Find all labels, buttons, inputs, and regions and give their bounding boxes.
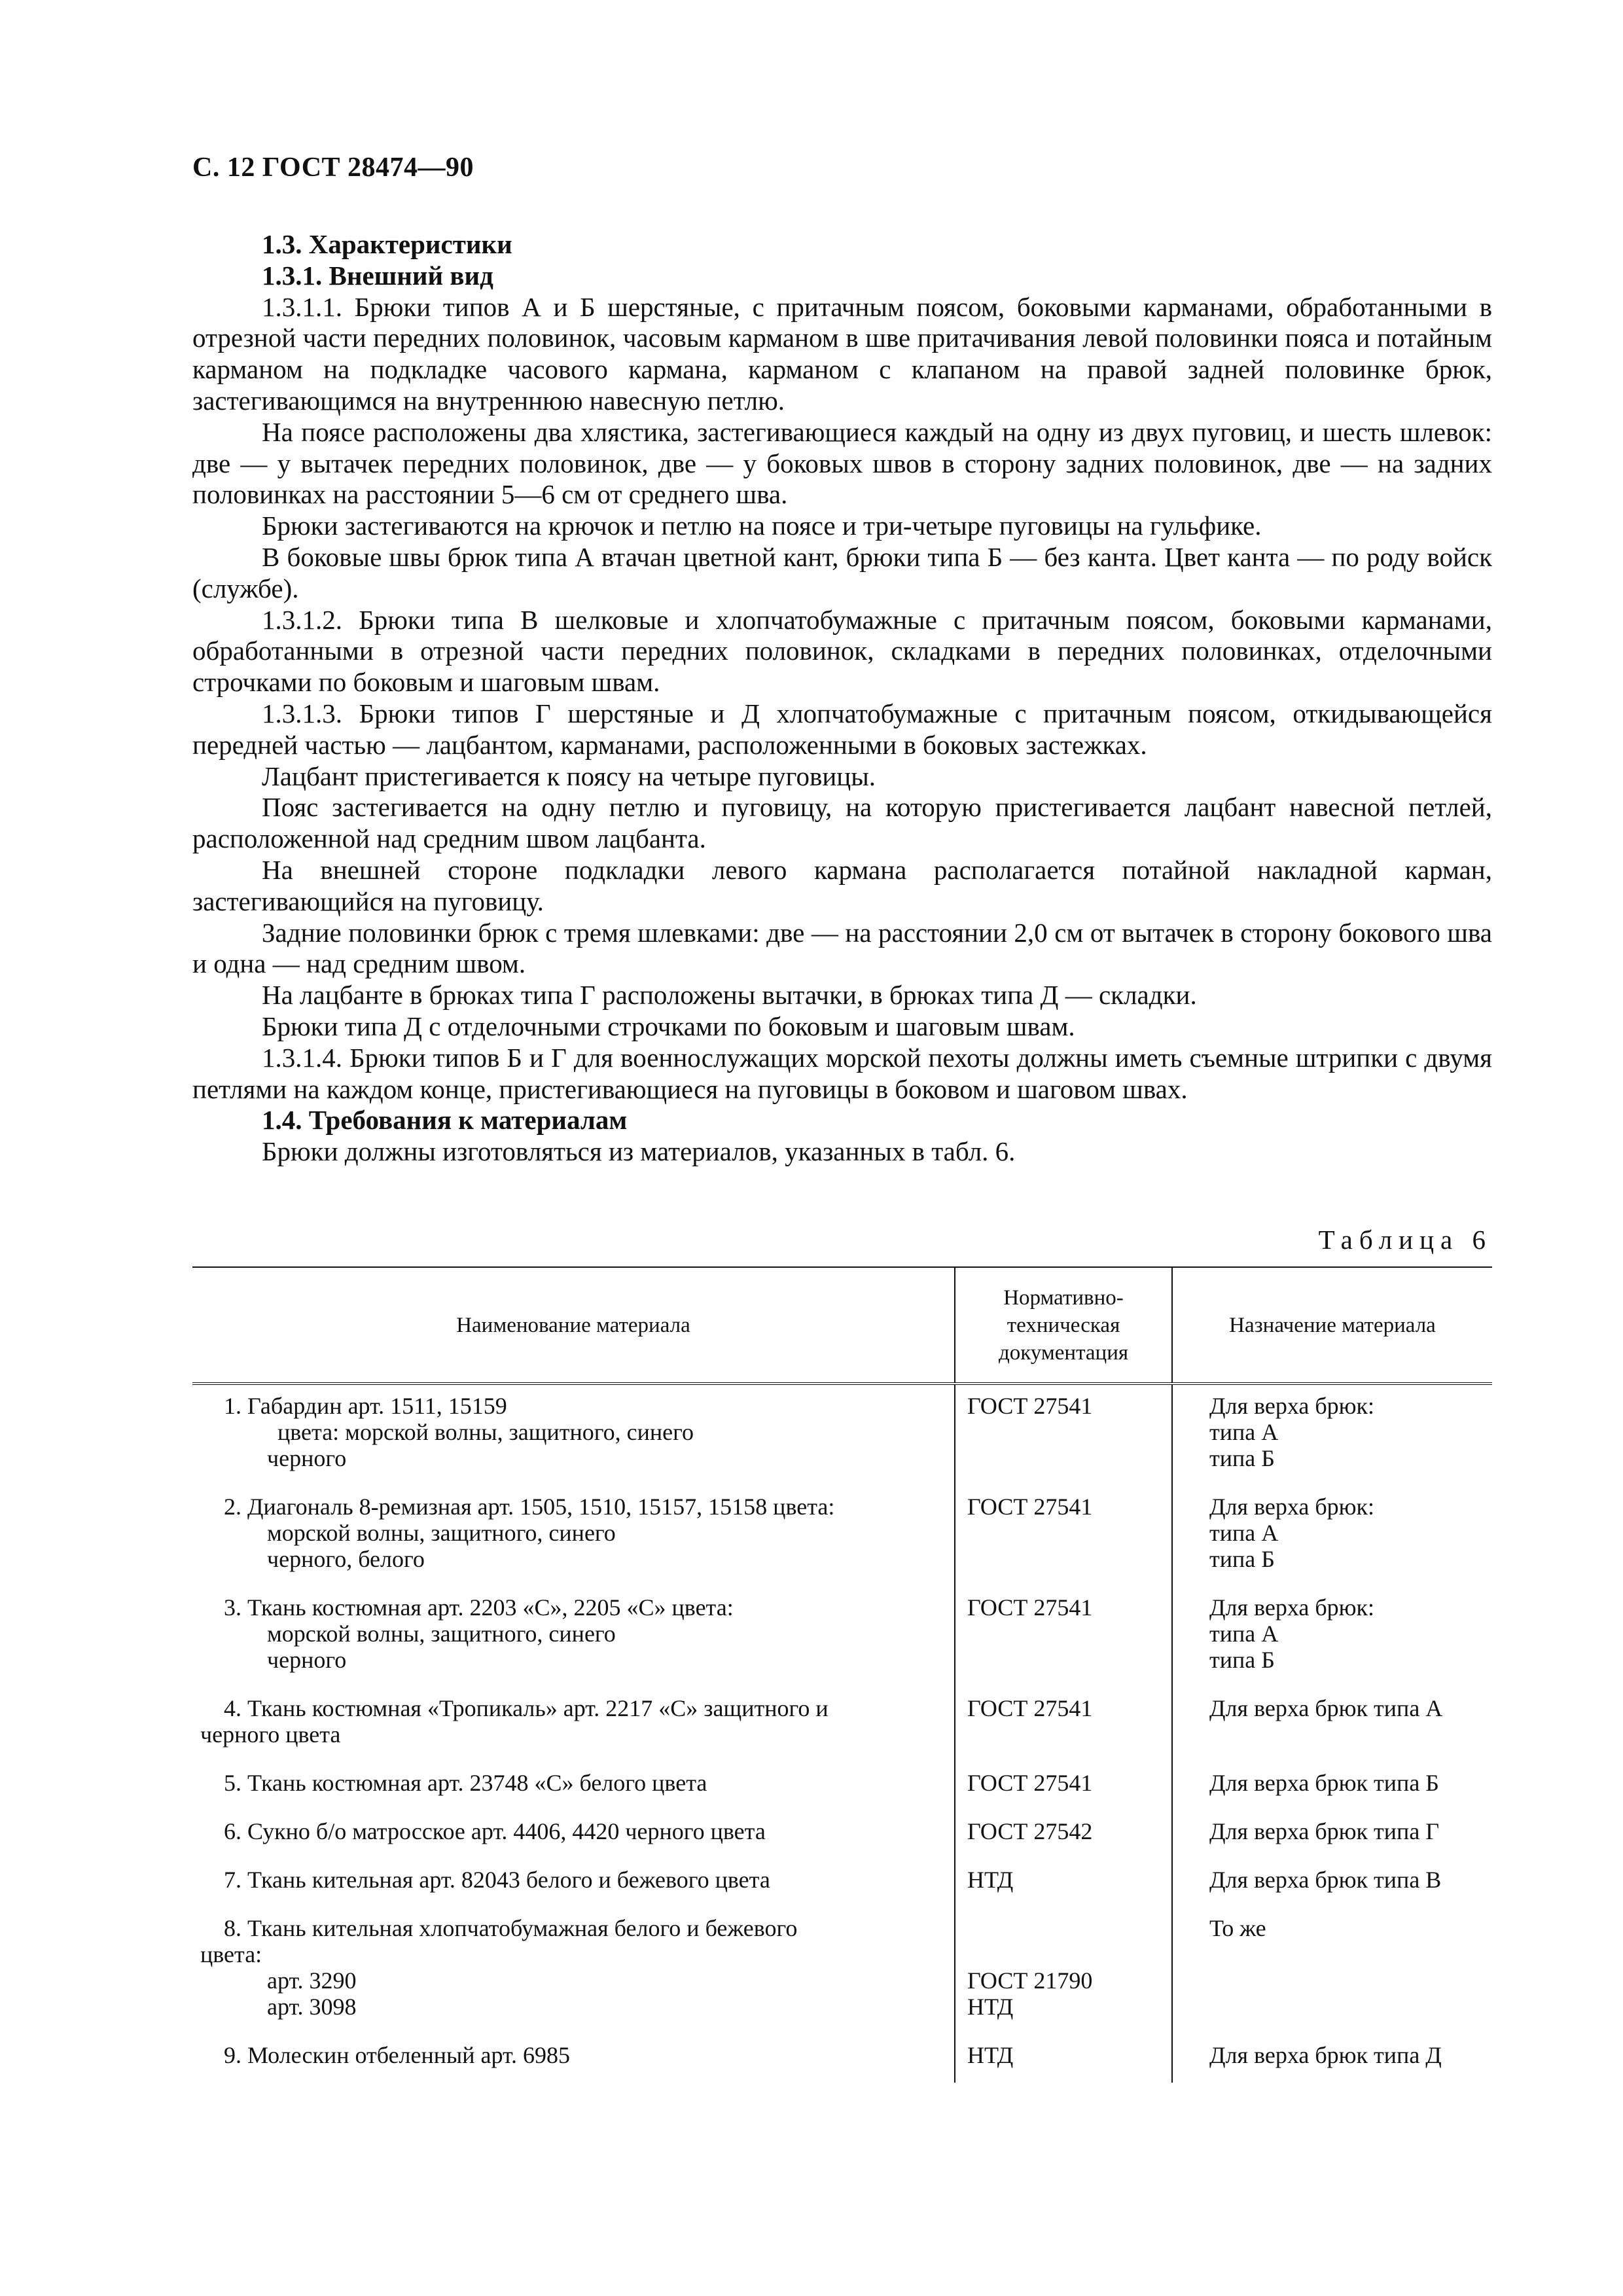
cell-docs: [955, 1907, 1172, 2034]
material-line: черного: [267, 1647, 347, 1673]
table-body: [192, 1384, 1492, 2083]
material-line: 9. Молескин отбеленный арт. 6985: [224, 2042, 571, 2068]
paragraph: Брюки застегиваются на крючок и петлю на поясе и три-четыре пуговицы на гульфике.: [262, 511, 1262, 541]
paragraph: На поясе расположены два хлястика, застегивающиеся каждый на одну из двух пуговиц, и шесть шлевок: две — у вытачек передних половинок, две — у боковых швов в сторону задних половинок, две — на задних половинках на расстоянии 5—6 см от среднего шва.: [192, 416, 1492, 510]
paragraph: Задние половинки брюк с тремя шлевками: две — на расстоянии 2,0 см от вытачек в сторону бокового шва и одна — над средним швом.: [192, 917, 1492, 979]
table-header-row: [192, 1267, 1492, 1384]
cell-docs: [955, 1687, 1172, 1762]
table-row: [192, 1687, 1492, 1762]
docs-line: [967, 1915, 1164, 1941]
cell-material: [192, 1384, 955, 1486]
table-caption: Таблица 6: [1318, 1225, 1492, 1255]
materials-table: [192, 1266, 1492, 2083]
material-line: 3. Ткань костюмная арт. 2203 «С», 2205 «С» цвета:: [224, 1594, 734, 1621]
page-header: С. 12 ГОСТ 28474—90: [192, 152, 474, 183]
purpose-line: Для верха брюк типа В: [1209, 1867, 1442, 1893]
docs-line: ГОСТ 21790: [967, 1967, 1093, 1994]
cell-material: [192, 2034, 955, 2083]
cell-purpose: [1172, 2034, 1492, 2083]
cell-purpose: [1172, 1486, 1492, 1587]
material-line: арт. 3290: [267, 1967, 357, 1994]
section-heading: 1.4. Требования к материалам: [262, 1105, 628, 1136]
purpose-line: типа Б: [1209, 1445, 1275, 1471]
cell-material: [192, 1810, 955, 1859]
cell-purpose: [1172, 1762, 1492, 1810]
table-row: [192, 2034, 1492, 2083]
material-line: 2. Диагональ 8-ремизная арт. 1505, 1510, 15157, 15158 цвета:: [224, 1494, 835, 1520]
docs-line: ГОСТ 27541: [967, 1494, 1093, 1520]
purpose-line: Для верха брюк типа Б: [1209, 1770, 1439, 1796]
cell-material: [192, 1587, 955, 1687]
material-line: морской волны, защитного, синего: [267, 1621, 616, 1647]
table-row: [192, 1907, 1492, 2034]
purpose-line: Для верха брюк:: [1209, 1494, 1375, 1520]
table-row: [192, 1810, 1492, 1859]
paragraph: 1.3.1.1. Брюки типов А и Б шерстяные, с притачным поясом, боковыми карманами, обработанными в отрезной части передних половинок, часовым карманом в шве притачивания левой половинки пояса и потайным карманом на подкладке часового кармана, карманом с клапаном на правой задней половинке брюк, застегивающимся на внутреннюю навесную петлю.: [192, 291, 1492, 416]
paragraph: Пояс застегивается на одну петлю и пуговицу, на которую пристегивается лацбант навесной петлей, расположенной над средним швом лацбанта.: [192, 792, 1492, 854]
material-line: 6. Сукно б/о матросское арт. 4406, 4420 черного цвета: [224, 1818, 766, 1844]
material-line: черного цвета: [200, 1721, 341, 1748]
docs-line: ГОСТ 27542: [967, 1818, 1093, 1844]
purpose-line: типа А: [1209, 1520, 1279, 1546]
material-line: 8. Ткань кительная хлопчатобумажная белого и бежевого: [224, 1915, 798, 1941]
paragraph: Брюки типа Д с отделочными строчками по боковым и шаговым швам.: [262, 1011, 1075, 1041]
cell-purpose: [1172, 1384, 1492, 1486]
purpose-line: типа Б: [1209, 1647, 1275, 1673]
subsection-heading: 1.3.1. Внешний вид: [262, 260, 493, 291]
paragraph: На внешней стороне подкладки левого кармана располагается потайной накладной карман, застегивающийся на пуговицу.: [192, 854, 1492, 916]
docs-line: [967, 1941, 1164, 1967]
section-heading: 1.3. Характеристики: [262, 229, 512, 259]
docs-line: НТД: [967, 1994, 1014, 2020]
docs-line: НТД: [967, 1867, 1014, 1893]
cell-docs: [955, 1384, 1172, 1486]
cell-purpose: [1172, 1907, 1492, 2034]
paragraph: Брюки должны изготовляться из материалов, указанных в табл. 6.: [262, 1136, 1016, 1167]
cell-docs: [955, 1859, 1172, 1907]
table-row: [192, 1384, 1492, 1486]
docs-line: ГОСТ 27541: [967, 1594, 1093, 1621]
cell-purpose: [1172, 1587, 1492, 1687]
paragraph: 1.3.1.2. Брюки типа В шелковые и хлопчатобумажные с притачным поясом, боковыми карманами, обработанными в отрезной части передних половинок, складками в передних половинках, отделочными строчками по боковым и шаговым швам.: [192, 604, 1492, 698]
docs-line: НТД: [967, 2042, 1014, 2068]
cell-docs: [955, 2034, 1172, 2083]
material-line: цвета:: [200, 1941, 262, 1967]
cell-docs: [955, 1486, 1172, 1587]
table-row: [192, 1859, 1492, 1907]
docs-line: ГОСТ 27541: [967, 1393, 1093, 1419]
body-text: [192, 229, 1492, 1168]
table-row: [192, 1486, 1492, 1587]
column-header-purpose: Назначение материала: [1172, 1267, 1492, 1384]
paragraph: 1.3.1.4. Брюки типов Б и Г для военнослужащих морской пехоты должны иметь съемные штрипки с двумя петлями на каждом конце, пристегивающиеся на пуговицы в боковом и шаговом швах.: [192, 1042, 1492, 1104]
cell-docs: [955, 1762, 1172, 1810]
material-line: черного, белого: [267, 1546, 425, 1572]
material-line: арт. 3098: [267, 1994, 357, 2020]
purpose-line: типа А: [1209, 1419, 1279, 1445]
purpose-line: Для верха брюк типа Д: [1209, 2042, 1442, 2068]
material-line: цвета: морской волны, защитного, синего: [277, 1419, 694, 1445]
docs-line: ГОСТ 27541: [967, 1695, 1093, 1721]
purpose-line: Для верха брюк:: [1209, 1393, 1375, 1419]
material-line: 7. Ткань кительная арт. 82043 белого и бежевого цвета: [224, 1867, 770, 1893]
docs-line: ГОСТ 27541: [967, 1770, 1093, 1796]
cell-purpose: [1172, 1859, 1492, 1907]
cell-material: [192, 1907, 955, 2034]
table-row: [192, 1587, 1492, 1687]
cell-material: [192, 1687, 955, 1762]
column-header-docs: Нормативно-техническая документация: [955, 1267, 1172, 1384]
material-line: морской волны, защитного, синего: [267, 1520, 616, 1546]
purpose-line: То же: [1209, 1915, 1266, 1941]
cell-purpose: [1172, 1687, 1492, 1762]
material-line: 4. Ткань костюмная «Тропикаль» арт. 2217 «С» защитного и: [224, 1695, 829, 1721]
purpose-line: типа Б: [1209, 1546, 1275, 1572]
purpose-line: типа А: [1209, 1621, 1279, 1647]
cell-purpose: [1172, 1810, 1492, 1859]
material-line: 1. Габардин арт. 1511, 15159: [224, 1393, 507, 1419]
table-row: [192, 1762, 1492, 1810]
cell-material: [192, 1486, 955, 1587]
cell-docs: [955, 1587, 1172, 1687]
purpose-line: Для верха брюк типа Г: [1209, 1818, 1440, 1844]
paragraph: 1.3.1.3. Брюки типов Г шерстяные и Д хлопчатобумажные с притачным поясом, откидывающейся передней частью — лацбантом, карманами, расположенными в боковых застежках.: [192, 698, 1492, 760]
material-line: 5. Ткань костюмная арт. 23748 «С» белого цвета: [224, 1770, 707, 1796]
cell-material: [192, 1762, 955, 1810]
purpose-line: Для верха брюк типа А: [1209, 1695, 1443, 1721]
column-header-material: Наименование материала: [192, 1267, 955, 1384]
paragraph: Лацбант пристегивается к поясу на четыре пуговицы.: [262, 761, 876, 791]
paragraph: На лацбанте в брюках типа Г расположены вытачки, в брюках типа Д — складки.: [262, 980, 1197, 1011]
cell-docs: [955, 1810, 1172, 1859]
cell-material: [192, 1859, 955, 1907]
purpose-line: Для верха брюк:: [1209, 1594, 1375, 1621]
paragraph: В боковые швы брюк типа А втачан цветной кант, брюки типа Б — без канта. Цвет канта — по роду войск (службе).: [192, 541, 1492, 603]
material-line: черного: [267, 1445, 347, 1471]
